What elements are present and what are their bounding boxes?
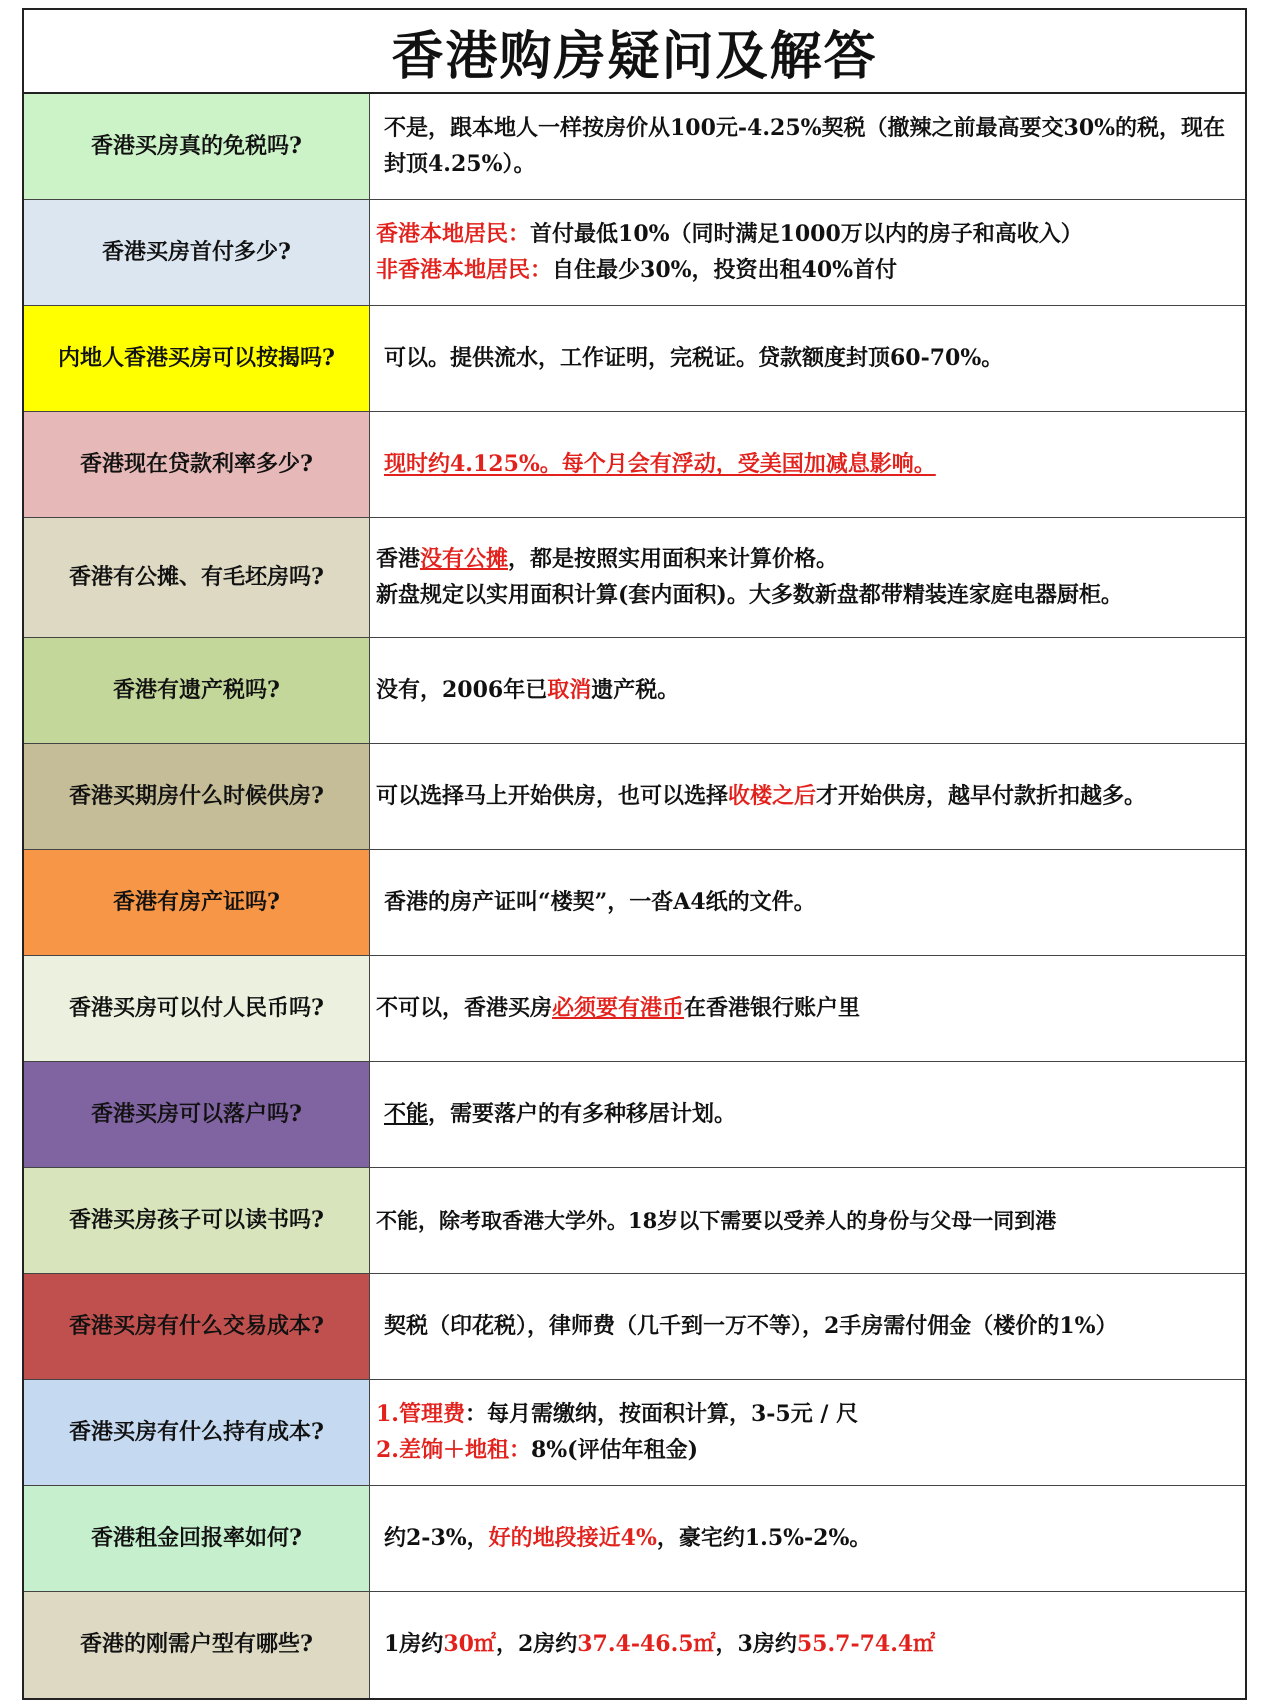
answer-text: 遗产税。 [591, 676, 680, 703]
answer-text: 才开始供房，越早付款折扣越多。 [816, 782, 1147, 809]
answer-highlight: 2.差饷＋地租： [376, 1436, 531, 1463]
answer-text: 香港的房产证叫“楼契”，一沓A4纸的文件。 [384, 888, 816, 915]
answer-text: 可以选择马上开始供房，也可以选择 [376, 782, 729, 809]
answer-cell [370, 94, 1245, 199]
question-cell: 香港租金回报率如何? [24, 1486, 370, 1591]
faq-table [24, 94, 1245, 1698]
answer-highlight: 必须要有港币 [552, 994, 685, 1021]
answer-text: 没有，2006年已 [376, 676, 548, 703]
page-title: 香港购房疑问及解答 [24, 10, 1245, 94]
answer-text: 不能 [384, 1100, 429, 1127]
table-row [24, 94, 1245, 200]
answer-text: 香港 [376, 546, 421, 573]
answer-cell [370, 1380, 1245, 1485]
answer-highlight: 收楼之后 [728, 782, 817, 809]
question-cell: 香港买房真的免税吗? [24, 94, 370, 199]
question-cell: 香港买房孩子可以读书吗? [24, 1168, 370, 1273]
answer-highlight: 非香港本地居民： [376, 256, 553, 283]
table-row [24, 1486, 1245, 1592]
question-cell: 香港的刚需户型有哪些? [24, 1592, 370, 1698]
answer-highlight: 55.7-74.4㎡ [796, 1631, 936, 1658]
answer-cell [370, 306, 1245, 411]
answer-text: 1房约 [384, 1631, 444, 1658]
answer-text: ，豪宅约1.5%-2%。 [656, 1524, 872, 1551]
answer-cell [370, 956, 1245, 1061]
question-cell: 香港有房产证吗? [24, 850, 370, 955]
answer-text: 8%(评估年租金) [530, 1436, 698, 1463]
question-cell: 香港买期房什么时候供房? [24, 744, 370, 849]
question-cell: 香港买房首付多少? [24, 200, 370, 305]
answer-text: 不能，除考取香港大学外。18岁以下需要以受养人的身份与父母一同到港 [376, 1207, 1057, 1233]
answer-cell [370, 200, 1245, 305]
answer-cell [370, 1274, 1245, 1379]
table-row [24, 1274, 1245, 1380]
table-row [24, 638, 1245, 744]
answer-cell [370, 1062, 1245, 1167]
answer-text: ：每月需缴纳，按面积计算，3-5元 / 尺 [464, 1401, 859, 1428]
table-row [24, 1380, 1245, 1486]
answer-cell [370, 1592, 1245, 1698]
answer-text: 在香港银行账户里 [684, 994, 861, 1021]
answer-text: 不可以，香港买房 [376, 994, 553, 1021]
question-cell: 香港现在贷款利率多少? [24, 412, 370, 517]
answer-highlight: 香港本地居民： [376, 221, 531, 248]
answer-cell [370, 744, 1245, 849]
question-cell: 内地人香港买房可以按揭吗? [24, 306, 370, 411]
answer-highlight: 没有公摊 [420, 546, 509, 573]
question-cell: 香港买房有什么持有成本? [24, 1380, 370, 1485]
table-row [24, 200, 1245, 306]
answer-cell [370, 850, 1245, 955]
answer-text: 新盘规定以实用面积计算(套内面积)。大多数新盘都带精装连家庭电器厨柜。 [376, 581, 1123, 608]
answer-cell [370, 1486, 1245, 1591]
answer-cell [370, 1168, 1245, 1273]
question-cell: 香港买房可以付人民币吗? [24, 956, 370, 1061]
table-row [24, 412, 1245, 518]
answer-cell [370, 638, 1245, 743]
table-row [24, 744, 1245, 850]
table-row [24, 306, 1245, 412]
table-row [24, 850, 1245, 956]
question-cell: 香港有公摊、有毛坯房吗? [24, 518, 370, 637]
faq-sheet [22, 8, 1247, 1700]
table-row [24, 1592, 1245, 1698]
answer-text: ，都是按照实用面积来计算价格。 [508, 546, 839, 573]
answer-text: 首付最低10%（同时满足1000万以内的房子和高收入） [530, 221, 1083, 248]
answer-text: 不是，跟本地人一样按房价从100元-4.25%契税（撤辣之前最高要交30%的税，现在封顶4.25%）。 [384, 115, 1226, 177]
table-row [24, 1168, 1245, 1274]
answer-highlight: 37.4-46.5㎡ [577, 1631, 716, 1658]
answer-text: ，3房约 [715, 1631, 797, 1658]
answer-text: ，2房约 [495, 1631, 578, 1658]
answer-text: 自住最少30%，投资出租40%首付 [552, 256, 898, 283]
answer-highlight: 1.管理费 [376, 1401, 465, 1428]
answer-cell [370, 412, 1245, 517]
question-cell: 香港买房可以落户吗? [24, 1062, 370, 1167]
answer-highlight: 30㎡ [443, 1631, 496, 1658]
answer-text: 可以。提供流水，工作证明，完税证。贷款额度封顶60-70%。 [384, 344, 1004, 371]
question-cell: 香港买房有什么交易成本? [24, 1274, 370, 1379]
answer-cell [370, 518, 1245, 637]
answer-highlight: 取消 [547, 676, 592, 703]
table-row [24, 1062, 1245, 1168]
answer-highlight: 现时约4.125%。每个月会有浮动，受美国加减息影响。 [384, 450, 936, 477]
table-row [24, 518, 1245, 638]
question-cell: 香港有遗产税吗? [24, 638, 370, 743]
answer-text: 约2-3%， [384, 1524, 489, 1551]
answer-text: 契税（印花税），律师费（几千到一万不等），2手房需付佣金（楼价的1%） [384, 1312, 1118, 1339]
table-row [24, 956, 1245, 1062]
answer-text: ，需要落户的有多种移居计划。 [428, 1100, 737, 1127]
answer-highlight: 好的地段接近4% [488, 1524, 657, 1551]
